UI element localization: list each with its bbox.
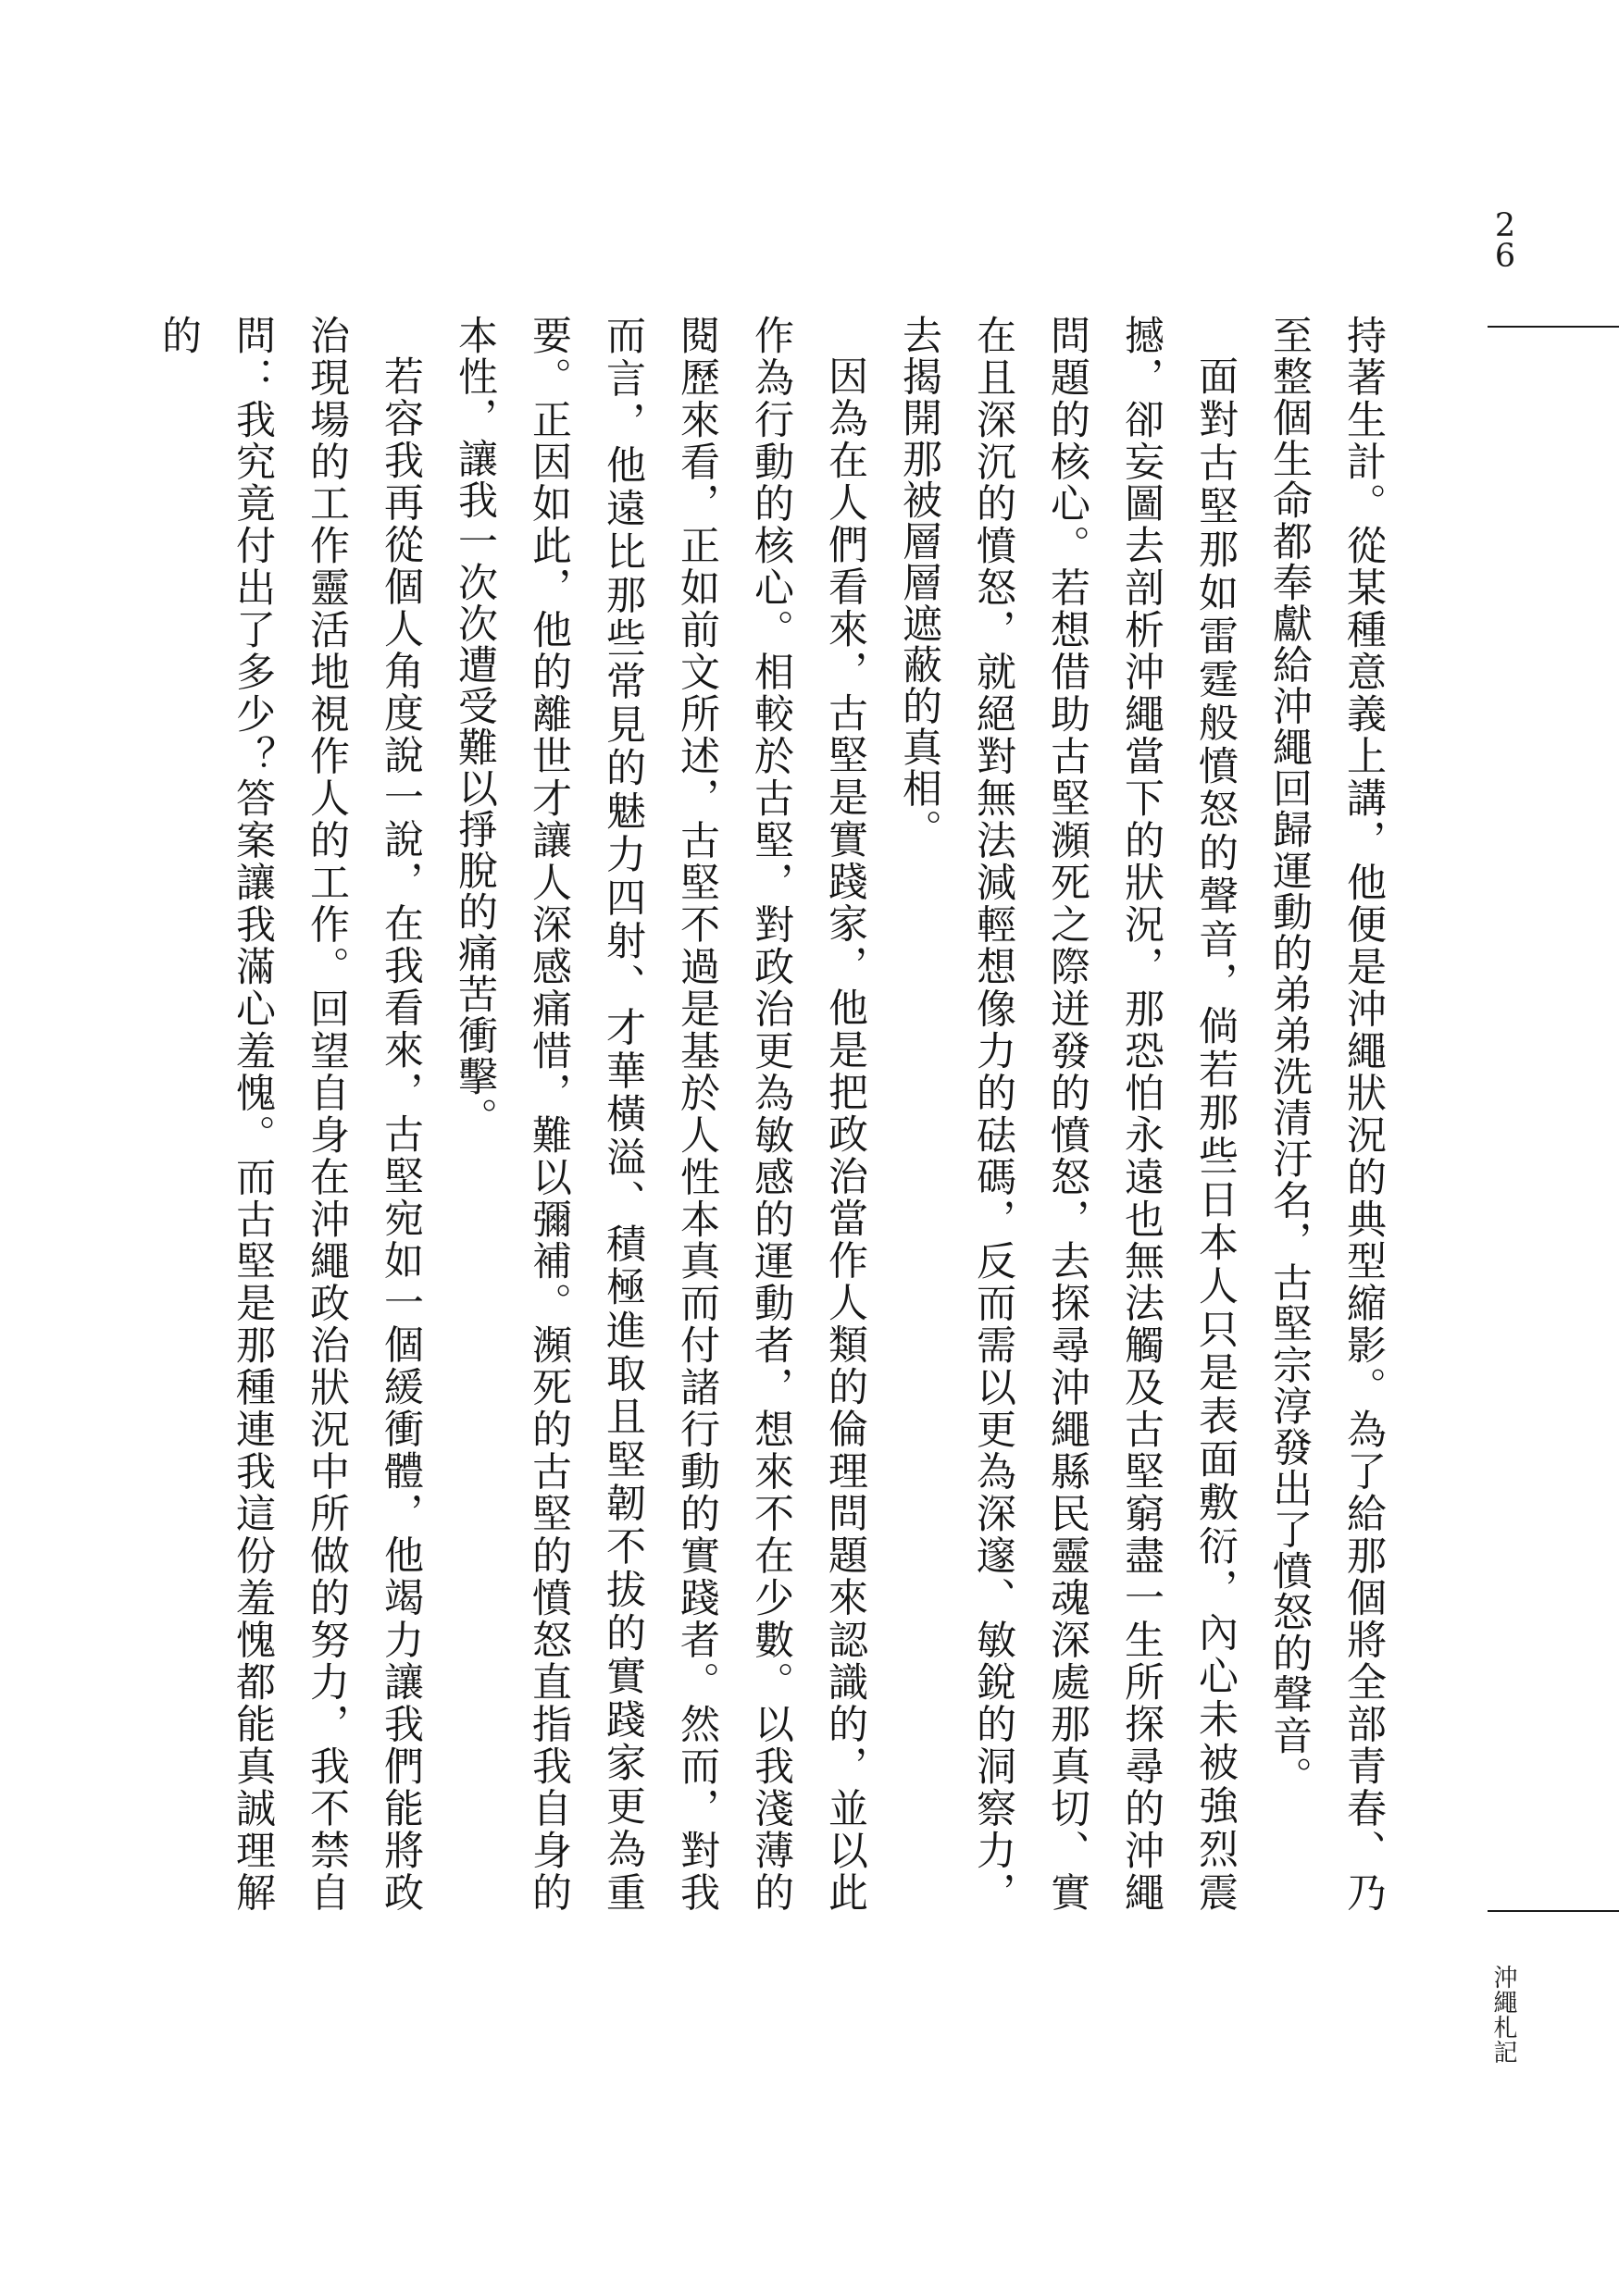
- body-text: [142, 315, 1401, 1913]
- book-title: 沖繩札記: [1489, 1965, 1517, 2065]
- paragraph: 面對古堅那如雷霆般憤怒的聲音，倘若那些日本人只是表面敷衍，內心未被強烈震撼，卻妄圖去剖析沖繩當下的狀況，那恐怕永遠也無法觸及古堅窮盡一生所探尋的沖繩問題的核心。若想借助古堅瀕死之際迸發的憤怒，去探尋沖繩縣民靈魂深處那真切、實在且深沉的憤怒，就絕對無法減輕想像力的砝碼，反而需以更為深邃、敏銳的洞察力，去揭開那被層層遮蔽的真相。: [896, 315, 1239, 1913]
- paragraph: 因為在人們看來，古堅是實踐家，他是把政治當作人類的倫理問題來認識的，並以此作為行動的核心。相較於古堅，對政治更為敏感的運動者，想來不在少數。以我淺薄的閱歷來看，正如前文所述，古堅不過是基於人性本真而付諸行動的實踐者。然而，對我而言，他遠比那些常見的魅力四射、才華橫溢、積極進取且堅韌不拔的實踐家更為重要。正因如此，他的離世才讓人深感痛惜，難以彌補。瀕死的古堅的憤怒直指我自身的本性，讓我一次次遭受難以掙脫的痛苦衝擊。: [452, 315, 868, 1913]
- paragraph: 若容我再從個人角度說一說，在我看來，古堅宛如一個緩衝體，他竭力讓我們能將政治現場的工作靈活地視作人的工作。回望自身在沖繩政治狀況中所做的努力，我不禁自問：我究竟付出了多少？答案讓我滿心羞愧。而古堅是那種連我這份羞愧都能真誠理解的: [156, 315, 424, 1913]
- margin-rule-bottom: [1488, 1910, 1619, 1912]
- margin-rule-top: [1488, 326, 1619, 328]
- paragraph: 持著生計。從某種意義上講，他便是沖繩狀況的典型縮影。為了給那個將全部青春、乃至整個生命都奉獻給沖繩回歸運動的弟弟洗清汙名，古堅宗淳發出了憤怒的聲音。: [1266, 315, 1387, 1913]
- page-number-digit: 2: [1494, 207, 1516, 244]
- page-number-digit: 6: [1494, 238, 1516, 275]
- page-number: [1491, 207, 1519, 275]
